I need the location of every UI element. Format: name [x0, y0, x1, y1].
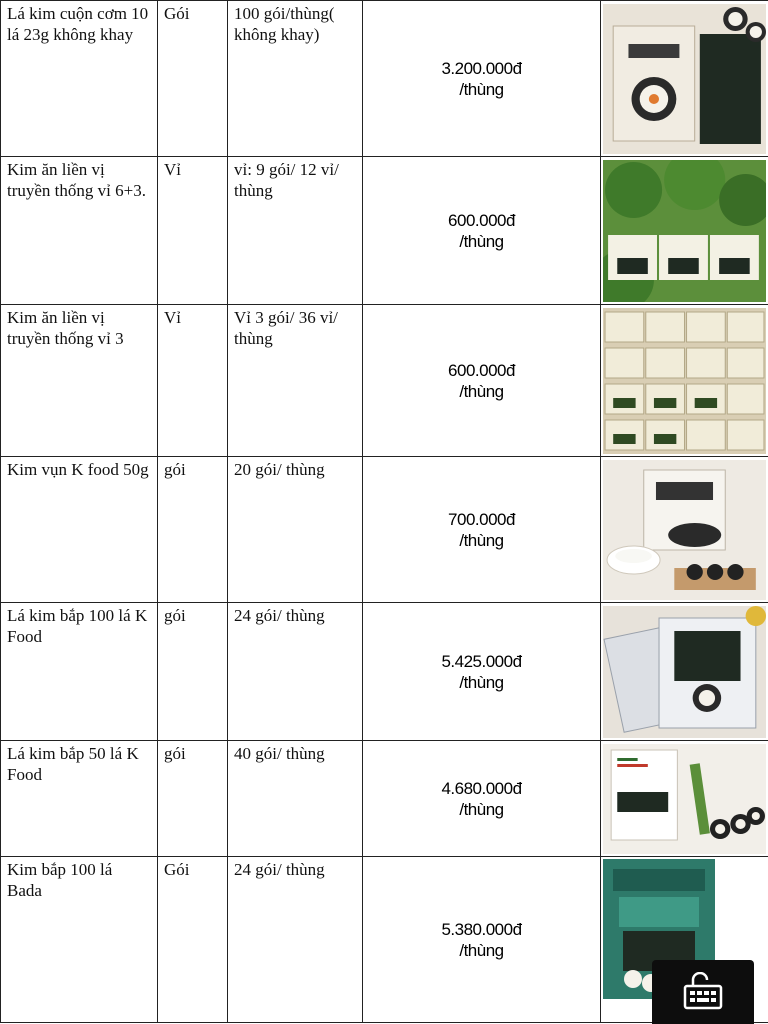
- price-unit: /thùng: [459, 940, 504, 960]
- product-price: [363, 457, 601, 603]
- product-image-cell: [601, 741, 768, 857]
- gimbap-100-pack-photo: [603, 606, 766, 738]
- seaweed-flakes-photo: [603, 460, 766, 600]
- table-row: [1, 741, 768, 857]
- product-name: Lá kim cuộn cơm 10 lá 23g không khay: [1, 1, 158, 157]
- price-value: 4.680.000đ: [441, 778, 522, 798]
- table-row: [1, 603, 768, 741]
- price-unit: /thùng: [459, 530, 504, 550]
- table-row: [1, 305, 768, 457]
- price-unit: /thùng: [459, 672, 504, 692]
- product-name: Kim vụn K food 50g: [1, 457, 158, 603]
- product-price: [363, 305, 601, 457]
- price-value: 700.000đ: [448, 509, 515, 529]
- price-value: 600.000đ: [448, 360, 515, 380]
- product-unit: Gói: [158, 857, 228, 1023]
- product-unit: Vỉ: [158, 305, 228, 457]
- product-price: [363, 603, 601, 741]
- product-name: Kim bắp 100 lá Bada: [1, 857, 158, 1023]
- table-row: [1, 457, 768, 603]
- product-price: [363, 157, 601, 305]
- product-pack: 100 gói/thùng( không khay): [228, 1, 363, 157]
- price-value: 3.200.000đ: [441, 58, 522, 78]
- product-name: Kim ăn liền vị truyền thống vỉ 6+3.: [1, 157, 158, 305]
- product-pack: 40 gói/ thùng: [228, 741, 363, 857]
- product-unit: gói: [158, 457, 228, 603]
- product-price: [363, 857, 601, 1023]
- stacked-packs-photo: [603, 308, 766, 454]
- price-value: 5.380.000đ: [441, 919, 522, 939]
- product-image-cell: [601, 305, 768, 457]
- table-row: [1, 1, 768, 157]
- price-unit: /thùng: [459, 231, 504, 251]
- price-value: 600.000đ: [448, 210, 515, 230]
- product-pack: vỉ: 9 gói/ 12 vỉ/ thùng: [228, 157, 363, 305]
- gimbap-50-pack-photo: [603, 744, 766, 854]
- product-name: Lá kim bắp 100 lá K Food: [1, 603, 158, 741]
- table-row: [1, 157, 768, 305]
- price-unit: /thùng: [459, 79, 504, 99]
- product-image-cell: [601, 603, 768, 741]
- price-unit: /thùng: [459, 381, 504, 401]
- product-image-cell: [601, 457, 768, 603]
- keyboard-unlock-icon: [681, 972, 725, 1012]
- product-pack: 20 gói/ thùng: [228, 457, 363, 603]
- price-unit: /thùng: [459, 799, 504, 819]
- price-value: 5.425.000đ: [441, 651, 522, 671]
- product-pack: Vỉ 3 gói/ 36 vỉ/ thùng: [228, 305, 363, 457]
- product-pack: 24 gói/ thùng: [228, 857, 363, 1023]
- product-unit: gói: [158, 741, 228, 857]
- product-pack: 24 gói/ thùng: [228, 603, 363, 741]
- product-image-cell: [601, 1, 768, 157]
- product-unit: Gói: [158, 1, 228, 157]
- nori-roll-pack-photo: [603, 4, 766, 154]
- product-name: Lá kim bắp 50 lá K Food: [1, 741, 158, 857]
- product-unit: Vỉ: [158, 157, 228, 305]
- product-unit: gói: [158, 603, 228, 741]
- snack-seaweed-pack-photo: [603, 160, 766, 302]
- product-price: [363, 1, 601, 157]
- product-image-cell: [601, 157, 768, 305]
- product-name: Kim ăn liền vị truyền thống vỉ 3: [1, 305, 158, 457]
- product-price: [363, 741, 601, 857]
- keyboard-unlock-button[interactable]: [652, 960, 754, 1024]
